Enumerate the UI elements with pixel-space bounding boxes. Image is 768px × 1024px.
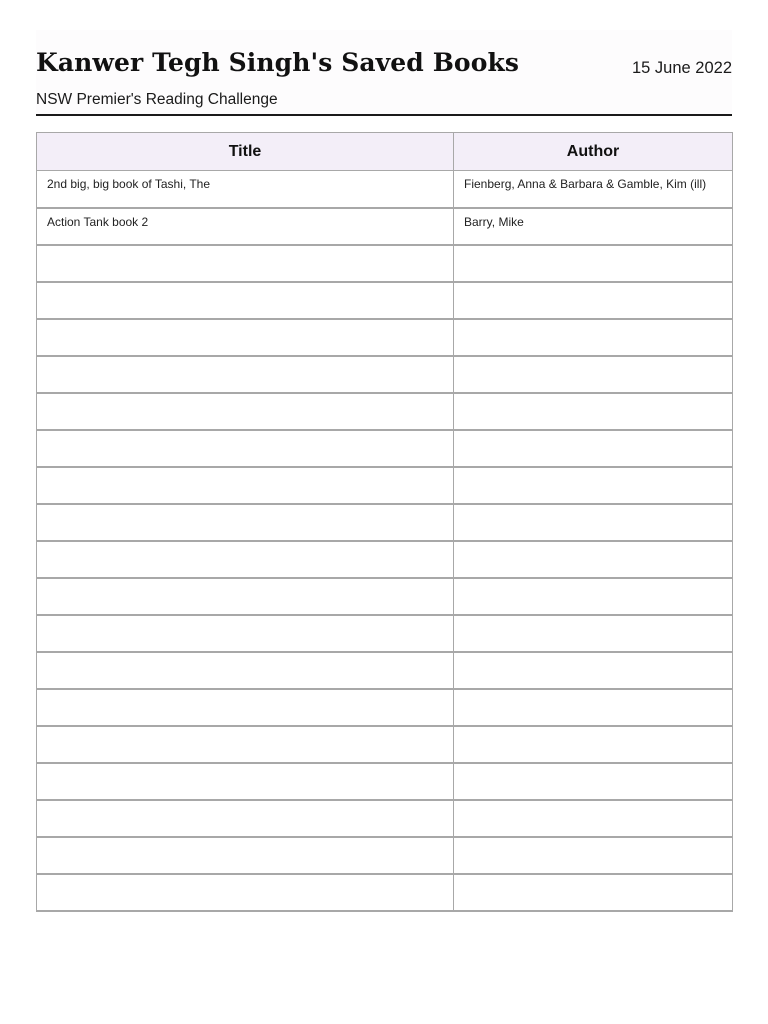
book-title-cell [37, 245, 454, 282]
book-author-cell: Fienberg, Anna & Barbara & Gamble, Kim (ill) [454, 171, 733, 208]
book-title-cell: Action Tank book 2 [37, 208, 454, 245]
table-row [37, 467, 733, 504]
book-author-cell [454, 874, 733, 911]
table-row [37, 282, 733, 319]
saved-books-table [36, 132, 733, 912]
table-row [37, 430, 733, 467]
table-row [37, 874, 733, 911]
book-author-cell: Barry, Mike [454, 208, 733, 245]
book-title-cell [37, 467, 454, 504]
header-date: 15 June 2022 [631, 59, 732, 77]
table-row [37, 652, 733, 689]
table-row [37, 578, 733, 615]
book-author-cell [454, 800, 733, 837]
book-author-cell [454, 615, 733, 652]
book-author-cell [454, 689, 733, 726]
table-header-row [37, 133, 733, 171]
table-row [37, 800, 733, 837]
book-title-cell [37, 430, 454, 467]
book-title-cell [37, 356, 454, 393]
book-title-cell [37, 689, 454, 726]
page-title: Kanwer Tegh Singh's Saved Books [36, 48, 520, 77]
table-row [37, 837, 733, 874]
book-author-cell [454, 763, 733, 800]
book-author-cell [454, 504, 733, 541]
book-author-cell [454, 430, 733, 467]
book-author-cell [454, 837, 733, 874]
table-row [37, 615, 733, 652]
column-header-title: Title [37, 133, 454, 171]
book-author-cell [454, 578, 733, 615]
book-title-cell [37, 282, 454, 319]
book-title-cell [37, 319, 454, 356]
column-header-author: Author [454, 133, 733, 171]
book-title-cell [37, 578, 454, 615]
table-row [37, 541, 733, 578]
table-row [37, 726, 733, 763]
table-row [37, 393, 733, 430]
book-title-cell [37, 541, 454, 578]
book-title-cell [37, 837, 454, 874]
book-author-cell [454, 282, 733, 319]
table-row [37, 504, 733, 541]
book-title-cell [37, 652, 454, 689]
book-title-cell [37, 800, 454, 837]
table-row [37, 356, 733, 393]
book-author-cell [454, 726, 733, 763]
table-row [37, 208, 733, 245]
book-author-cell [454, 319, 733, 356]
book-title-cell: 2nd big, big book of Tashi, The [37, 171, 454, 208]
book-title-cell [37, 874, 454, 911]
table-body [37, 171, 733, 911]
page-subtitle: NSW Premier's Reading Challenge [36, 91, 278, 108]
book-title-cell [37, 615, 454, 652]
table-row [37, 689, 733, 726]
book-title-cell [37, 504, 454, 541]
book-author-cell [454, 356, 733, 393]
book-author-cell [454, 652, 733, 689]
book-author-cell [454, 245, 733, 282]
book-author-cell [454, 467, 733, 504]
header-band [36, 30, 732, 116]
book-title-cell [37, 393, 454, 430]
book-author-cell [454, 541, 733, 578]
table-row [37, 763, 733, 800]
book-title-cell [37, 763, 454, 800]
book-title-cell [37, 726, 454, 763]
book-author-cell [454, 393, 733, 430]
table-row [37, 245, 733, 282]
table-row [37, 319, 733, 356]
table-row [37, 171, 733, 208]
header-divider [36, 114, 732, 116]
